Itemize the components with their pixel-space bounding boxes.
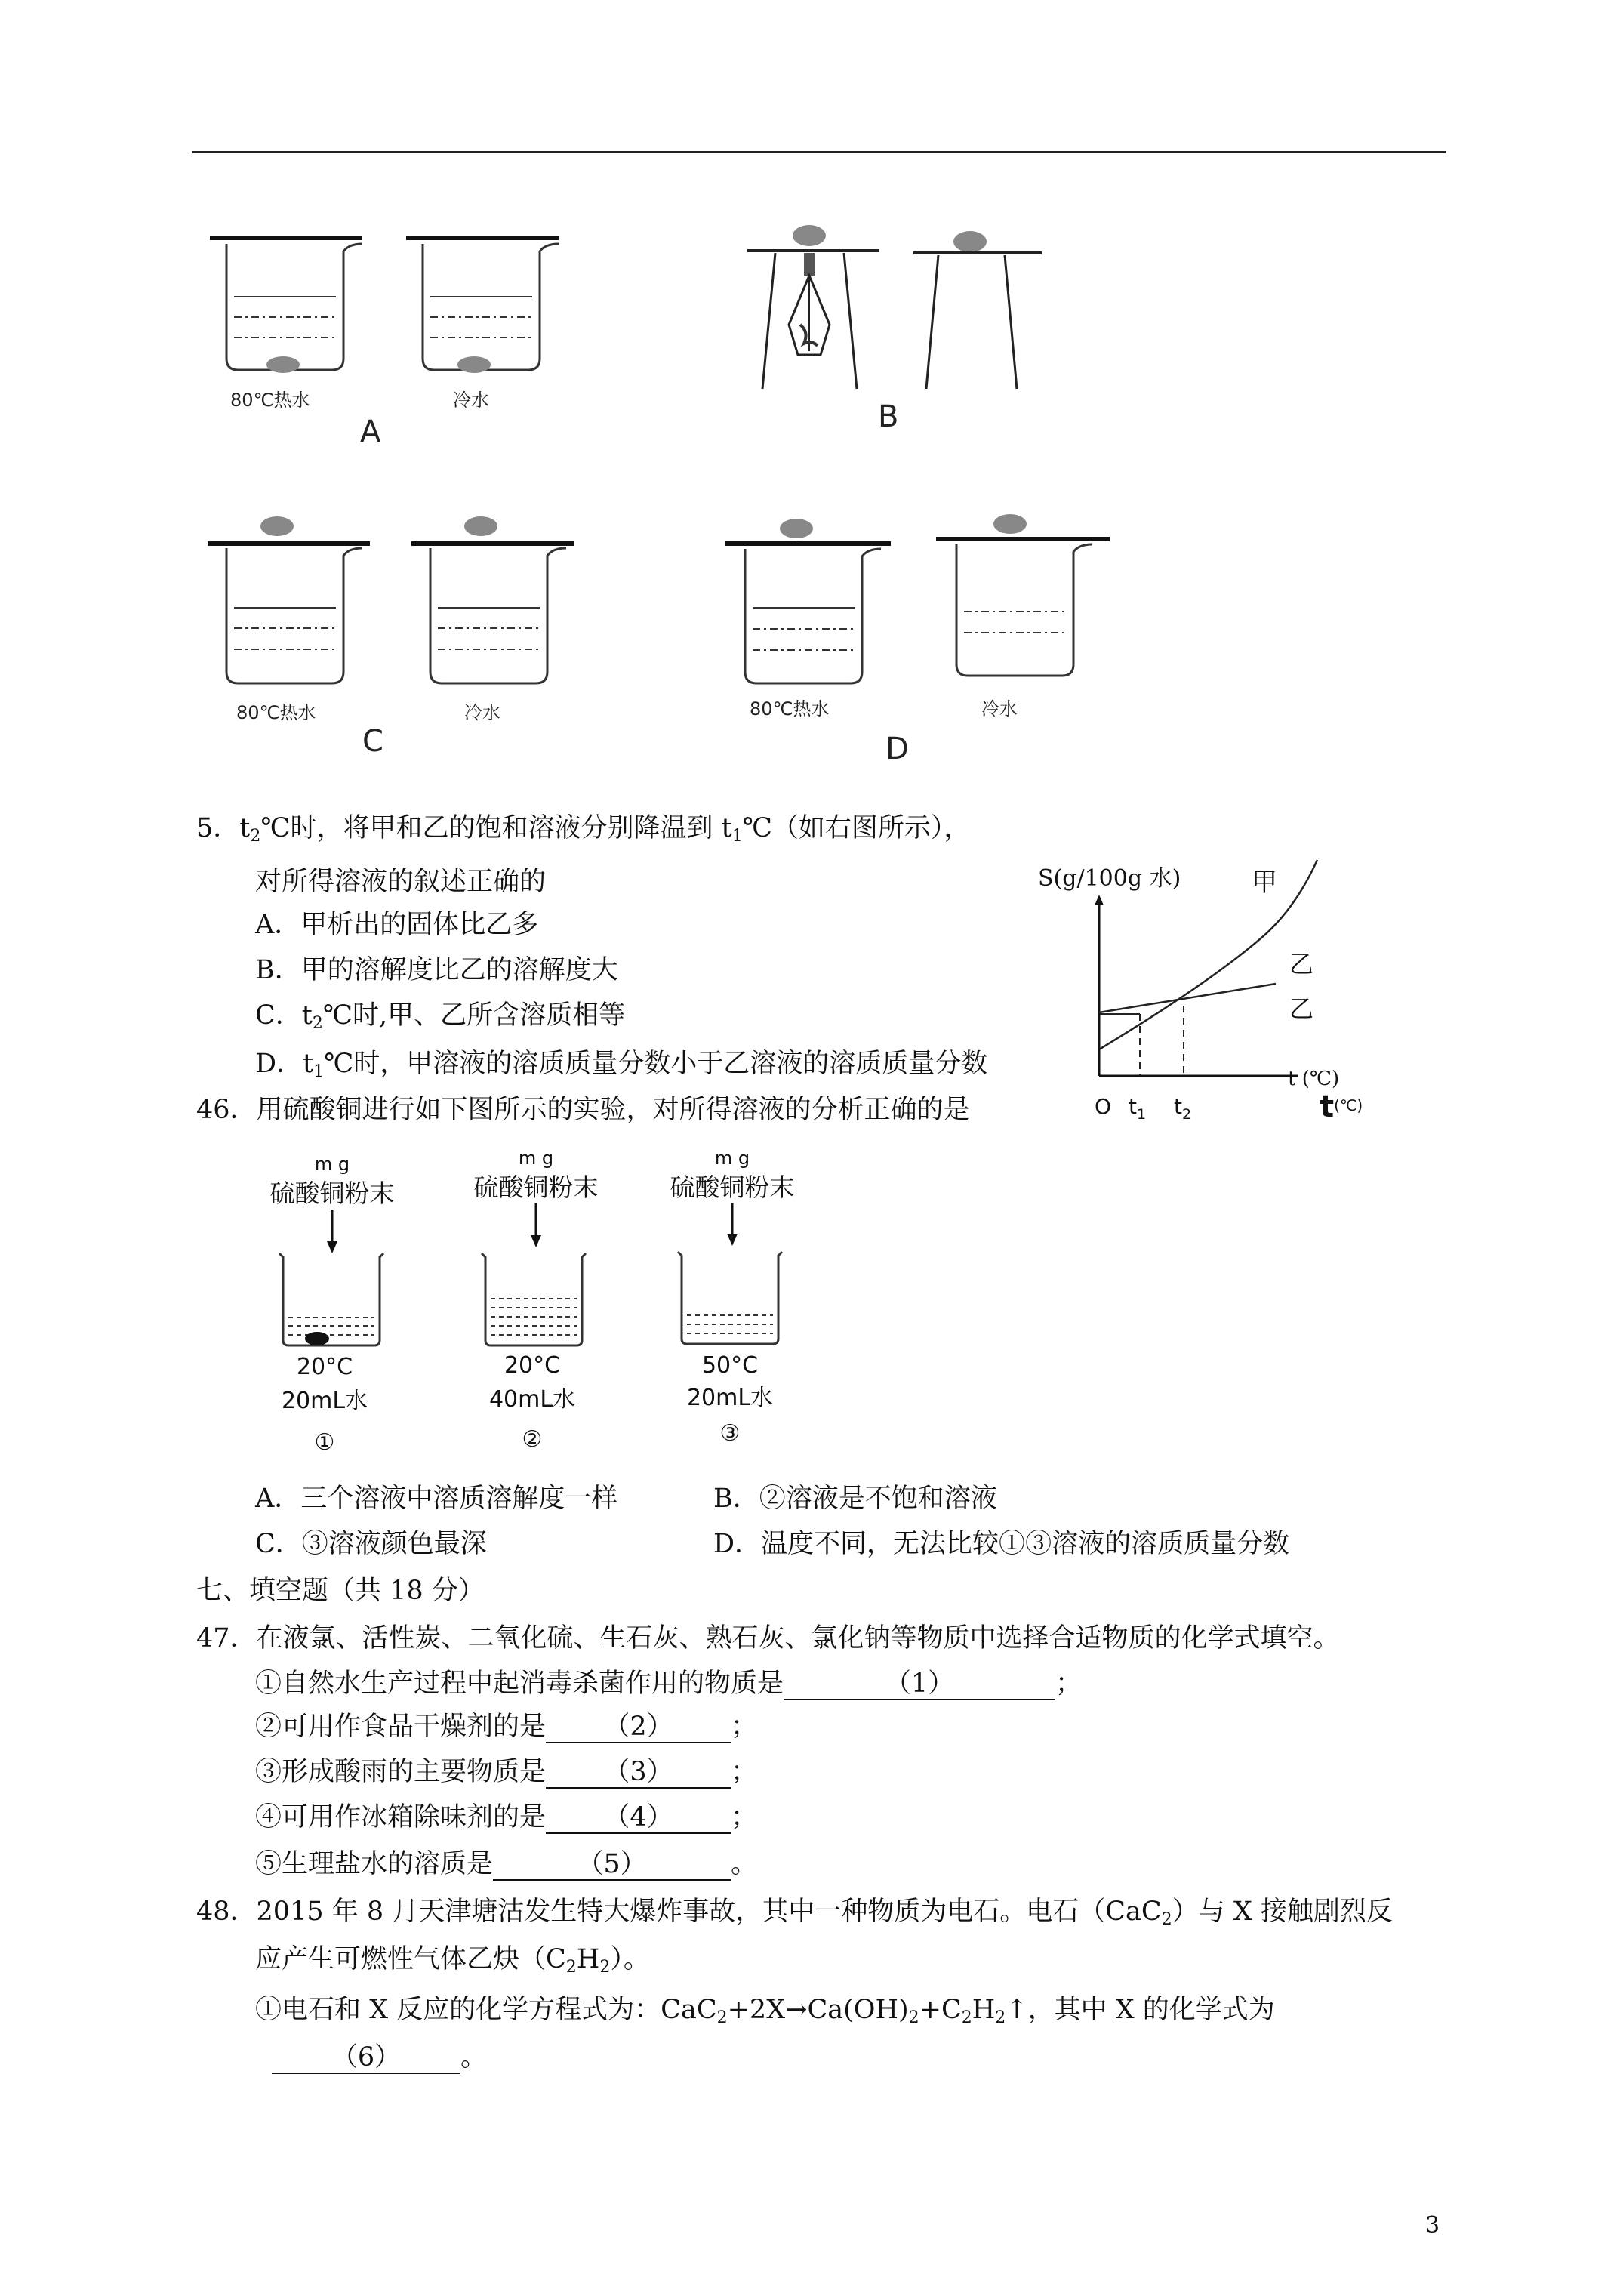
graph-curve-yi-label: 乙 [1289,950,1314,978]
q45-option-d: D．$t_1℃$时，甲溶液的溶质质量分数小于乙溶液的溶质质量分数 [255,1049,988,1081]
q46-stem: 46．用硫酸铜进行如下图所示的实验，对所得溶液的分析正确的是 [196,1095,970,1125]
answer-blank-3[interactable]: （3） [546,1757,731,1789]
q45-option-b: B．甲的溶解度比乙的溶解度大 [255,955,618,985]
graph-tick-t2: $t_2$ [1174,1094,1192,1123]
graph-y-label: S(g/100g 水) [1038,865,1181,892]
graph-curve-jia-label: 甲 [1252,868,1277,898]
answer-blank-6[interactable]: （6） [272,2042,460,2074]
q48-line-1: 48．2015 年 8 月天津塘沽发生特大爆炸事故，其中一种物质为电石。电石（CaC$_2$）与 X 接触剧烈反 [196,1897,1393,1929]
q46-option-c: C．③溶液颜色最深 [255,1529,487,1559]
header-rule [192,151,1446,153]
figure-option-d [721,510,1113,774]
beaker-3 [670,1148,795,1447]
beaker-1 [270,1154,395,1456]
q47-item-3: ③形成酸雨的主要物质是 （3） ； [255,1757,758,1787]
q48-line-3: ①电石和 X 反应的化学方程式为：$CaC_2+2X\to Ca(OH)_2+C_2H_2↑$，其中 X 的化学式为 [255,1995,1275,2027]
svg-text:20°C: 20°C [296,1354,353,1380]
graph-origin-label: O [1095,1094,1112,1119]
q47-item-2: ②可用作食品干燥剂的是 （2） ； [255,1712,758,1742]
option-letter-b: B [878,399,899,434]
svg-text:m g: m g [314,1154,350,1175]
option-letter-d: D [885,732,909,766]
q47-stem: 47．在液氯、活性炭、二氧化硫、生石灰、熟石灰、氯化钠等物质中选择合适物质的化学式填空。 [196,1623,1340,1653]
svg-text:硫酸铜粉末: 硫酸铜粉末 [670,1173,795,1202]
label-hot-water: 80℃热水 [230,390,310,411]
answer-blank-4[interactable]: （4） [546,1802,731,1834]
graph-tick-t1: $t_1$ [1129,1094,1147,1123]
option-letter-a: A [360,415,381,449]
q47-item-1: ①自然水生产过程中起消毒杀菌作用的物质是 （1） ； [255,1669,1083,1699]
figure-option-a [204,230,596,457]
svg-text:20mL水: 20mL水 [686,1385,774,1411]
q47-item-4: ④可用作冰箱除味剂的是 （4） ； [255,1802,758,1832]
page-number: 3 [1425,2212,1440,2239]
label-cold-water: 冷水 [453,390,489,411]
graph-x-label: t (℃) [1288,1068,1340,1090]
solubility-graph [1034,857,1389,1133]
svg-text:40mL水: 40mL水 [488,1386,576,1413]
label-cold-water: 冷水 [464,702,500,723]
graph-curve-yi-alt-label: 乙 [1289,994,1314,1023]
svg-text:①: ① [314,1429,335,1456]
svg-text:m g: m g [518,1148,554,1169]
svg-text:②: ② [522,1426,543,1453]
q45-option-c: C．$t_2℃$时,甲、乙所含溶质相等 [255,1000,626,1033]
svg-text:20mL水: 20mL水 [281,1388,368,1414]
svg-text:m g: m g [714,1148,750,1169]
answer-blank-1[interactable]: （1） [784,1669,1055,1700]
svg-text:20°C: 20°C [504,1352,561,1379]
figure-option-c [204,513,596,763]
q46-option-a: A．三个溶液中溶质溶解度一样 [255,1484,618,1514]
option-letter-c: C [362,724,383,759]
svg-text:硫酸铜粉末: 硫酸铜粉末 [269,1179,395,1208]
q46-beakers-figure [249,1148,838,1465]
section-title: 七、填空题（共 18 分） [196,1576,485,1606]
svg-text:50°C: 50°C [701,1352,759,1379]
svg-text:硫酸铜粉末: 硫酸铜粉末 [473,1173,599,1202]
q48-line-2: 应产生可燃性气体乙炔$(C_2H_2)$。 [255,1944,650,1977]
q47-item-5: ⑤生理盐水的溶质是 （5） 。 [255,1849,758,1879]
q45-stem-line2: 对所得溶液的叙述正确的 [255,867,547,897]
svg-text:③: ③ [719,1420,741,1447]
answer-blank-2[interactable]: （2） [546,1712,731,1743]
q45-option-a: A．甲析出的固体比乙多 [255,910,539,940]
label-hot-water: 80℃热水 [750,698,830,720]
graph-x-label-alt: t(℃) [1320,1089,1363,1124]
figure-option-b [744,219,1061,445]
q45-stem: 5．$t_2℃$时，将甲和乙的饱和溶液分别降温到 $t_1℃$（如右图所示）， [196,813,971,846]
answer-blank-5[interactable]: （5） [493,1849,731,1881]
label-cold-water: 冷水 [981,698,1018,720]
label-hot-water: 80℃热水 [236,702,316,723]
q46-option-d: D．温度不同，无法比较①③溶液的溶质质量分数 [713,1529,1290,1559]
beaker-2 [474,1148,599,1453]
q48-line-4: （6） 。 [272,2041,487,2074]
q46-option-b: B．②溶液是不饱和溶液 [713,1484,997,1514]
